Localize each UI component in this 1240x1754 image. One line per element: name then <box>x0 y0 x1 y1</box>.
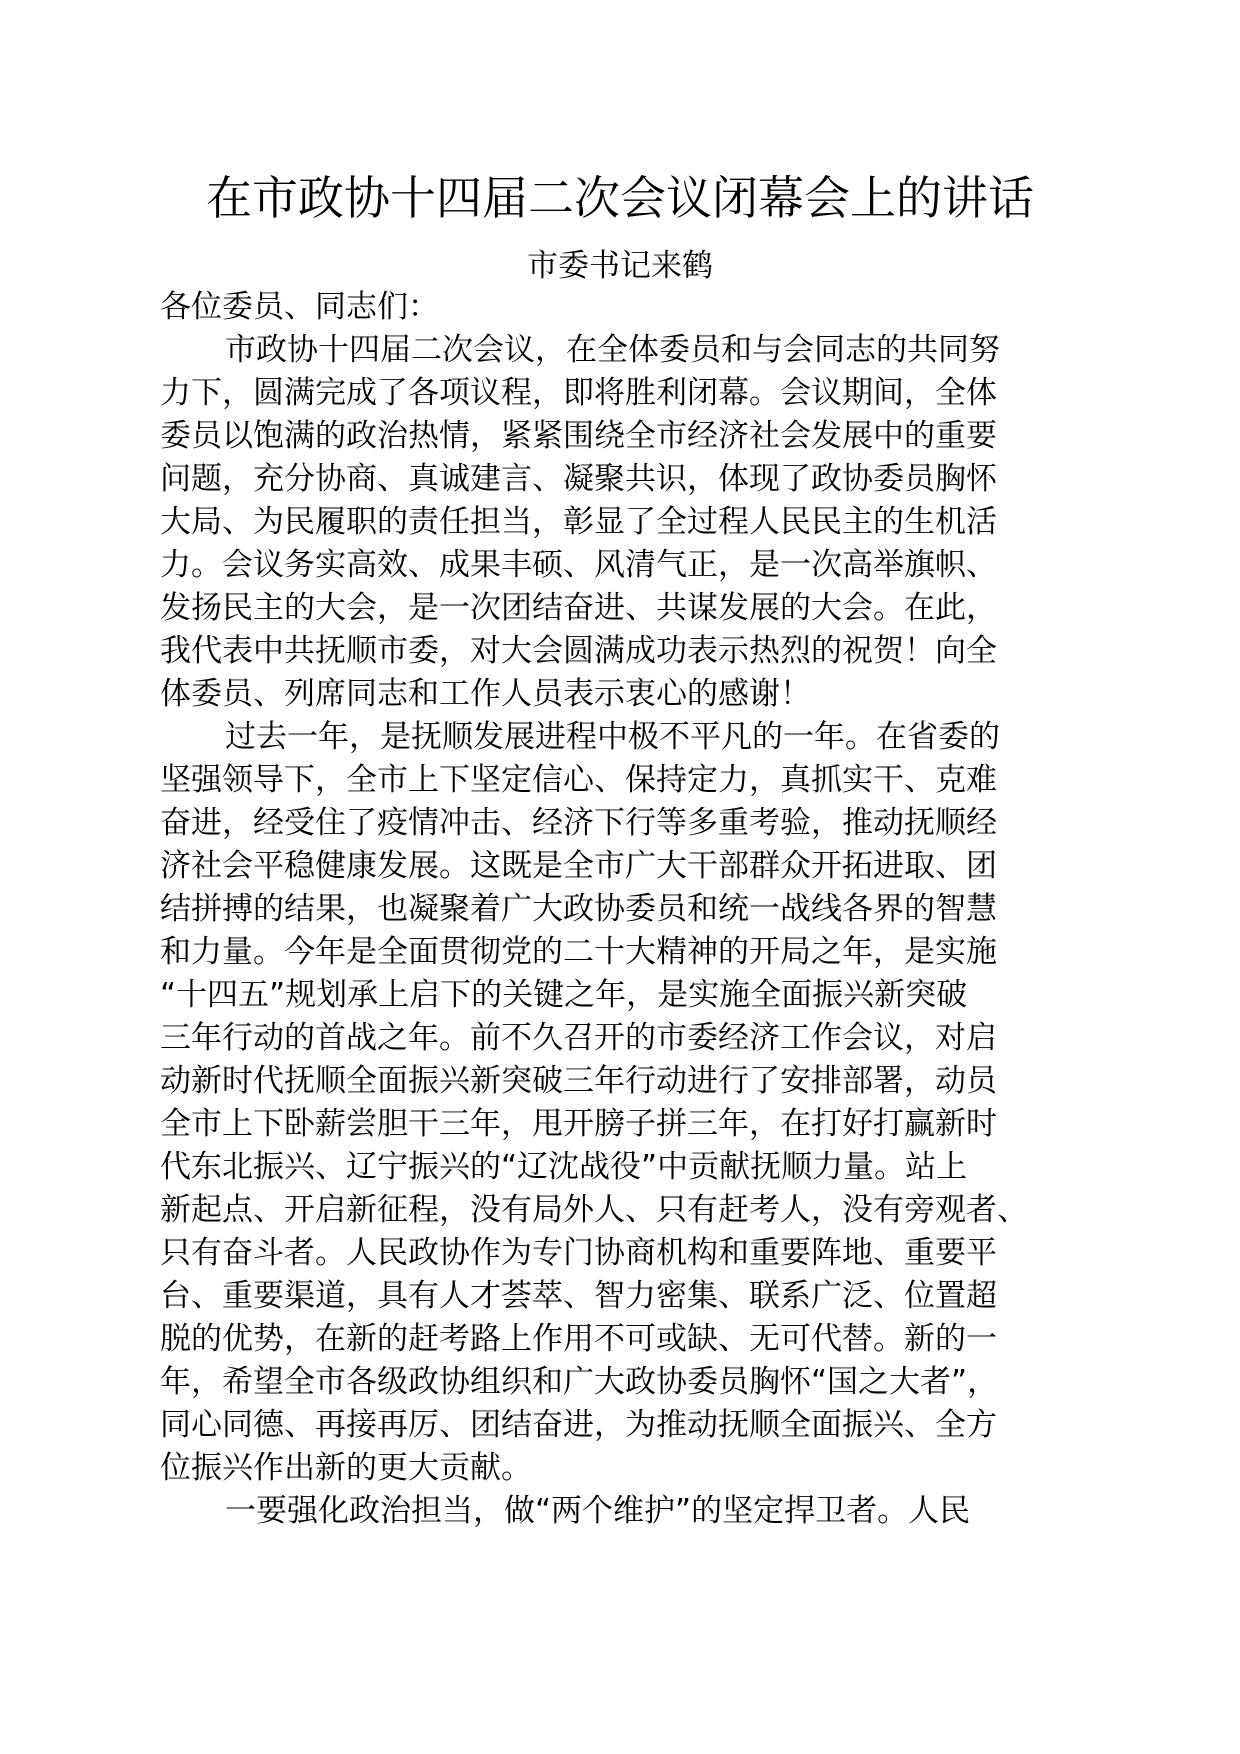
text-line: 新起点、开启新征程，没有局外人、只有赶考人，没有旁观者、 <box>160 1192 1028 1228</box>
text-line: 过去一年，是抚顺发展进程中极不平凡的一年。在省委的 <box>225 719 1000 755</box>
text-line: 奋进，经受住了疫情冲击、经济下行等多重考验，推动抚顺经 <box>160 805 997 841</box>
text-line: 年，希望全市各级政协组织和广大政协委员胸怀“国之大者”， <box>160 1364 999 1400</box>
text-line: 各位委员、同志们： <box>160 289 439 325</box>
text-line: 只有奋斗者。人民政协作为专门协商机构和重要阵地、重要平 <box>160 1235 997 1271</box>
text-line: 动新时代抚顺全面振兴新突破三年行动进行了安排部署，动员 <box>160 1063 997 1099</box>
text-line: 问题，充分协商、真诚建言、凝聚共识，体现了政协委员胸怀 <box>160 461 997 497</box>
text-line: 委员以饱满的政治热情，紧紧围绕全市经济社会发展中的重要 <box>160 418 997 454</box>
text-line: 发扬民主的大会，是一次团结奋进、共谋发展的大会。在此， <box>160 590 997 626</box>
text-line: “十四五”规划承上启下的关键之年，是实施全面振兴新突破 <box>160 977 968 1013</box>
text-line: 大局、为民履职的责任担当，彰显了全过程人民民主的生机活 <box>160 504 997 540</box>
text-line: 我代表中共抚顺市委，对大会圆满成功表示热烈的祝贺！向全 <box>160 633 997 669</box>
text-line: 代东北振兴、辽宁振兴的“辽沈战役”中贡献抚顺力量。站上 <box>160 1149 968 1185</box>
document-author: 市委书记来鹤 <box>527 248 713 284</box>
text-line: 全市上下卧薪尝胆干三年，甩开膀子拼三年，在打好打赢新时 <box>160 1106 997 1142</box>
document-body <box>160 286 1090 1533</box>
text-line: 位振兴作出新的更大贡献。 <box>160 1450 532 1486</box>
text-line: 结拼搏的结果，也凝聚着广大政协委员和统一战线各界的智慧 <box>160 891 997 927</box>
text-line: 力。会议务实高效、成果丰硕、风清气正，是一次高举旗帜、 <box>160 547 997 583</box>
text-line: 坚强领导下，全市上下坚定信心、保持定力，真抓实干、克难 <box>160 762 997 798</box>
text-line: 力下，圆满完成了各项议程，即将胜利闭幕。会议期间，全体 <box>160 375 997 411</box>
text-line: 同心同德、再接再厉、团结奋进，为推动抚顺全面振兴、全方 <box>160 1407 997 1443</box>
text-line: 济社会平稳健康发展。这既是全市广大干部群众开拓进取、团 <box>160 848 997 884</box>
text-line: 脱的优势，在新的赶考路上作用不可或缺、无可代替。新的一 <box>160 1321 997 1357</box>
text-line: 体委员、列席同志和工作人员表示衷心的感谢！ <box>160 676 811 712</box>
text-line: 台、重要渠道，具有人才荟萃、智力密集、联系广泛、位置超 <box>160 1278 997 1314</box>
text-line: 一要强化政治担当，做“两个维护”的坚定捍卫者。人民 <box>225 1493 971 1529</box>
text-line: 市政协十四届二次会议，在全体委员和与会同志的共同努 <box>225 332 1000 368</box>
document-title: 在市政协十四届二次会议闭幕会上的讲话 <box>206 171 1034 225</box>
text-line: 和力量。今年是全面贯彻党的二十大精神的开局之年，是实施 <box>160 934 997 970</box>
text-line: 三年行动的首战之年。前不久召开的市委经济工作会议，对启 <box>160 1020 997 1056</box>
